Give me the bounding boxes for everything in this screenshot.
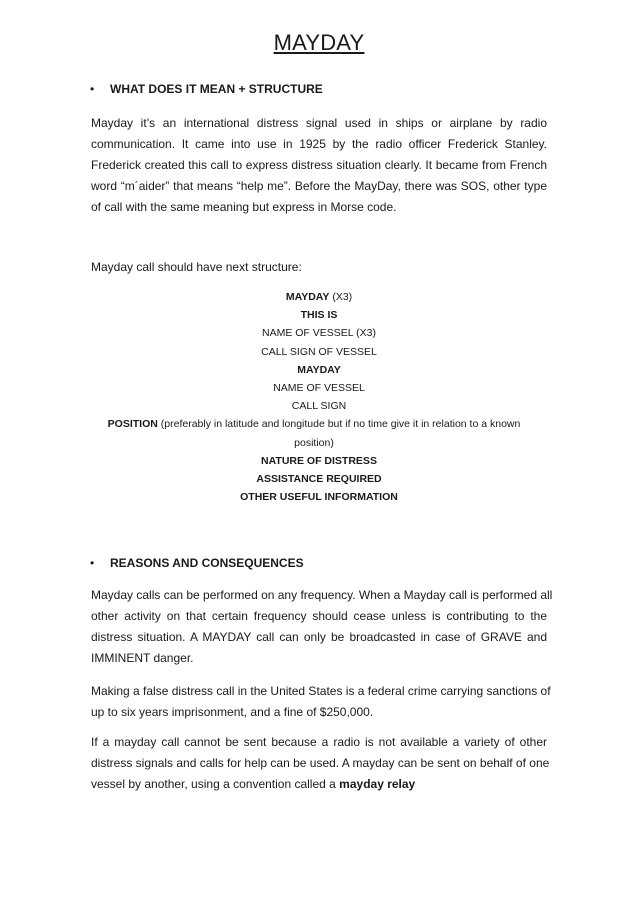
- paragraph-frequency: [91, 585, 553, 669]
- paragraph-line: up to six years imprisonment, and a fine of $250,000.: [91, 705, 374, 719]
- paragraph-line: Frederick created this call to express distress situation clearly. It became from French: [91, 158, 547, 172]
- paragraph-text: vessel by another, using a convention called a: [91, 777, 340, 791]
- paragraph-line: [91, 774, 547, 795]
- structure-row: OTHER USEFUL INFORMATION: [240, 491, 398, 504]
- paragraph-line: communication. It came into use in 1925 by the radio officer Frederick Stanley.: [91, 137, 547, 151]
- paragraph-line: word “m´aider” that means “help me”. Before the MayDay, there was SOS, other type: [91, 179, 547, 193]
- structure-row: [11, 415, 627, 451]
- mayday-structure-block: [91, 288, 547, 506]
- paragraph-line: other activity on that certain frequency should cease unless is contributing to the: [91, 609, 547, 623]
- mayday-relay-term: mayday relay: [339, 777, 416, 791]
- structure-note: (X3): [329, 291, 353, 303]
- structure-keyword: POSITION: [107, 418, 158, 431]
- section-heading-label: WHAT DOES IT MEAN + STRUCTURE: [110, 82, 323, 96]
- paragraph-structure-intro: [91, 257, 547, 278]
- paragraph-line: Mayday calls can be performed on any frequency. When a Mayday call is performed all: [91, 588, 553, 602]
- paragraph-line: IMMINENT danger.: [91, 651, 194, 665]
- paragraph-definition: [91, 113, 547, 218]
- bullet-icon: •: [90, 82, 95, 96]
- structure-row: MAYDAY: [297, 363, 341, 376]
- structure-row: CALL SIGN: [291, 400, 347, 413]
- structure-row: NAME OF VESSEL (X3): [262, 327, 376, 340]
- bullet-icon: •: [90, 556, 95, 570]
- structure-row: ASSISTANCE REQUIRED: [256, 473, 382, 486]
- structure-row: [91, 288, 547, 306]
- paragraph-line: If a mayday call cannot be sent because a radio is not available a variety of other: [91, 735, 547, 749]
- section-heading-reasons: [90, 556, 304, 570]
- structure-note: (preferably in latitude and longitude but if no time give it in relation to a known position): [157, 418, 521, 449]
- section-heading-label: REASONS AND CONSEQUENCES: [110, 556, 304, 570]
- paragraph-line: distress situation. A MAYDAY call can only be broadcasted in case of GRAVE and: [91, 630, 547, 644]
- structure-row: THIS IS: [300, 309, 338, 322]
- paragraph-line: Making a false distress call in the United States is a federal crime carrying sanctions of: [91, 684, 551, 698]
- paragraph-false-call: [91, 681, 551, 723]
- structure-keyword: MAYDAY: [285, 291, 330, 303]
- paragraph-line: of call with the same meaning but express in Morse code.: [91, 200, 397, 214]
- structure-row: CALL SIGN OF VESSEL: [261, 345, 377, 358]
- paragraph-relay: [91, 732, 550, 795]
- paragraph-line: Mayday call should have next structure:: [91, 260, 302, 274]
- paragraph-line: Mayday it’s an international distress signal used in ships or airplane by radio: [91, 116, 547, 130]
- structure-row: NAME OF VESSEL: [273, 382, 365, 395]
- page-title: MAYDAY: [273, 30, 365, 55]
- section-heading-meaning: [90, 82, 323, 96]
- paragraph-line: distress signals and calls for help can be used. A mayday can be sent on behalf of one: [91, 756, 550, 770]
- structure-row: NATURE OF DISTRESS: [261, 454, 377, 467]
